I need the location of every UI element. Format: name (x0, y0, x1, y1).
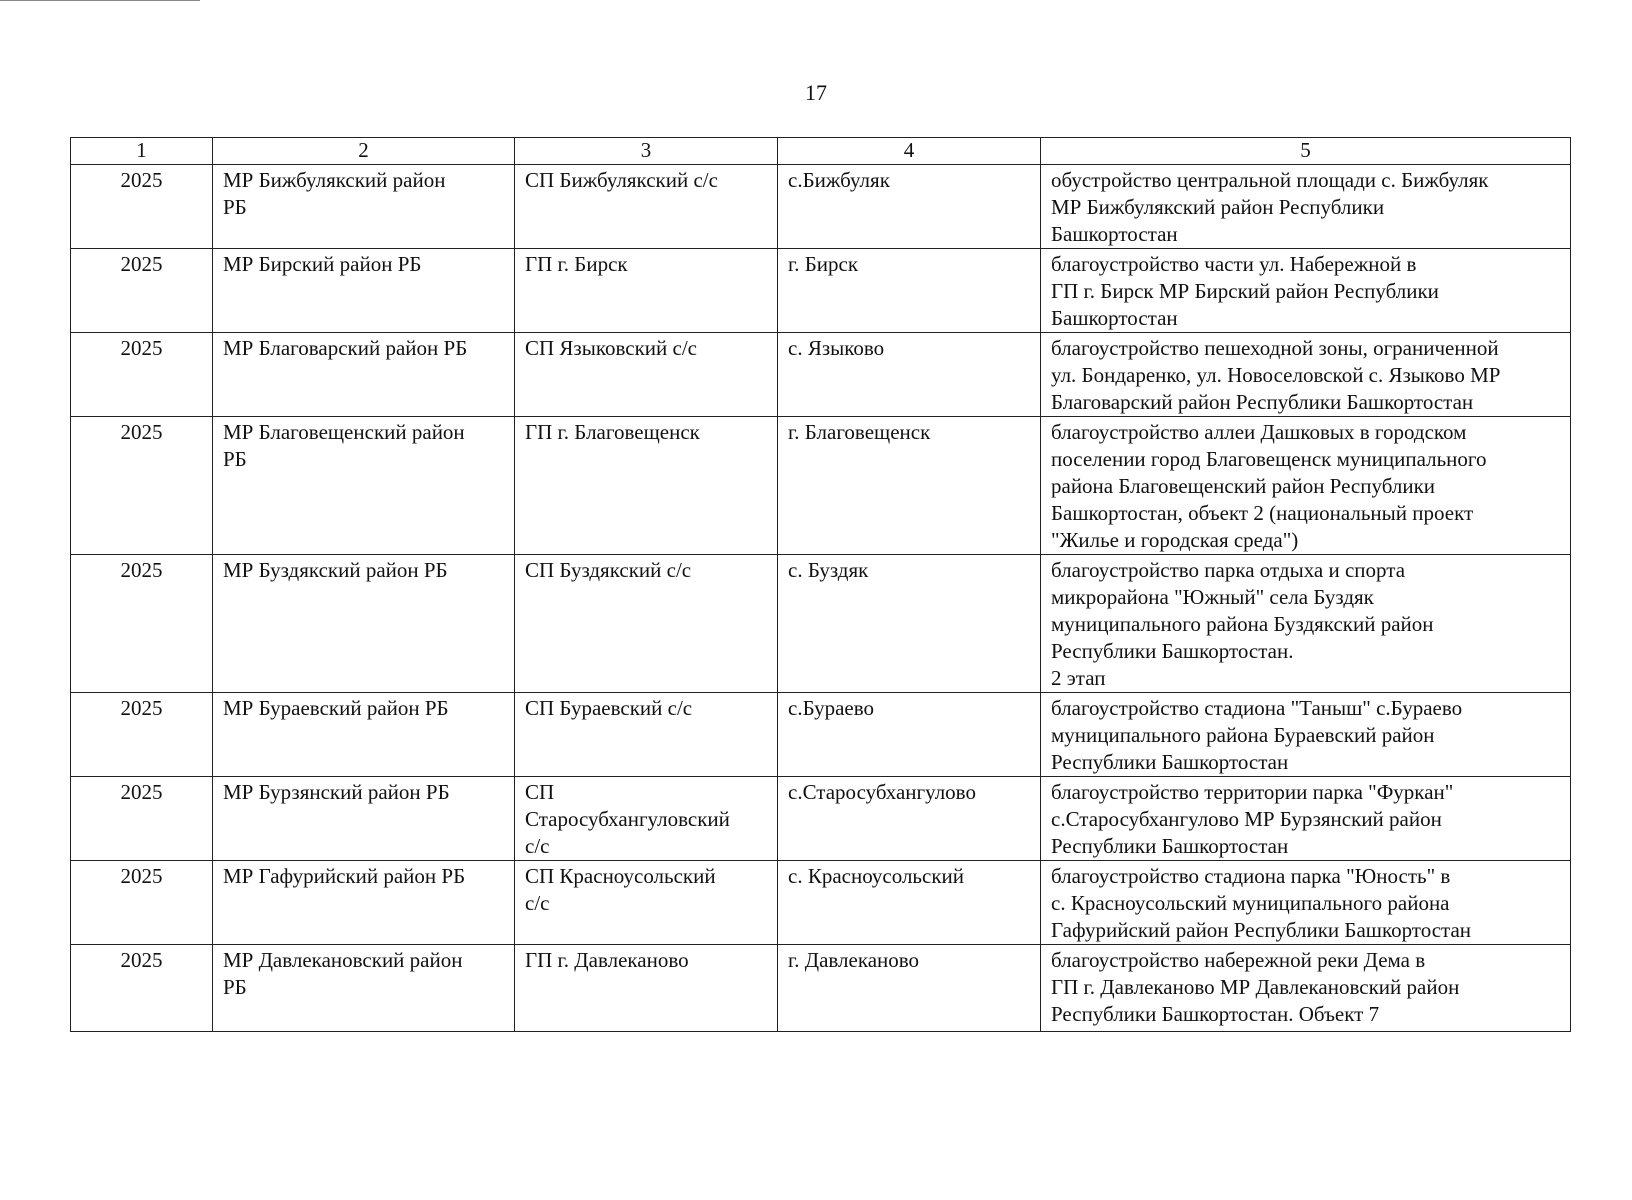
cell-district: МР Благовещенский район РБ (213, 417, 515, 555)
cell-settlement: СП Бижбулякский с/с (515, 165, 778, 249)
cell-year: 2025 (71, 945, 213, 1032)
table-row (71, 249, 1571, 333)
cell-year: 2025 (71, 861, 213, 945)
cell-year: 2025 (71, 417, 213, 555)
cell-locality: г. Давлеканово (778, 945, 1041, 1032)
cell-year: 2025 (71, 693, 213, 777)
cell-description: благоустройство парка отдыха и спорта микрорайона "Южный" села Буздяк муниципального района Буздякский район Республики Башкортостан. 2 этап (1041, 555, 1571, 693)
scan-edge-line (0, 0, 200, 1)
cell-year: 2025 (71, 555, 213, 693)
column-header-1: 1 (71, 138, 213, 165)
cell-settlement: ГП г. Благовещенск (515, 417, 778, 555)
table-row (71, 417, 1571, 555)
table-row (71, 555, 1571, 693)
cell-description: благоустройство аллеи Дашковых в городском поселении город Благовещенск муниципального района Благовещенский район Республики Башкортостан, объект 2 (национальный проект "Жилье и городская среда") (1041, 417, 1571, 555)
cell-locality: с. Красноусольский (778, 861, 1041, 945)
projects-table (70, 137, 1571, 1032)
table-row (71, 861, 1571, 945)
table-row (71, 165, 1571, 249)
cell-locality: с.Бижбуляк (778, 165, 1041, 249)
cell-locality: с. Языково (778, 333, 1041, 417)
cell-description: обустройство центральной площади с. Бижбуляк МР Бижбулякский район Республики Башкортостан (1041, 165, 1571, 249)
cell-description: благоустройство стадиона парка "Юность" в с. Красноусольский муниципального района Гафурийский район Республики Башкортостан (1041, 861, 1571, 945)
cell-settlement: СП Старосубхангуловский с/с (515, 777, 778, 861)
cell-year: 2025 (71, 777, 213, 861)
cell-district: МР Буздякский район РБ (213, 555, 515, 693)
table-body (71, 138, 1571, 1032)
cell-settlement: ГП г. Бирск (515, 249, 778, 333)
cell-locality: с. Буздяк (778, 555, 1041, 693)
cell-district: МР Благоварский район РБ (213, 333, 515, 417)
cell-locality: г. Бирск (778, 249, 1041, 333)
table-row (71, 945, 1571, 1032)
cell-locality: г. Благовещенск (778, 417, 1041, 555)
cell-district: МР Гафурийский район РБ (213, 861, 515, 945)
cell-district: МР Бижбулякский район РБ (213, 165, 515, 249)
cell-description: благоустройство набережной реки Дема в ГП г. Давлеканово МР Давлекановский район Республики Башкортостан. Объект 7 (1041, 945, 1571, 1032)
table-row (71, 777, 1571, 861)
cell-district: МР Бирский район РБ (213, 249, 515, 333)
column-header-5: 5 (1041, 138, 1571, 165)
cell-description: благоустройство стадиона "Таныш" с.Бураево муниципального района Бураевский район Республики Башкортостан (1041, 693, 1571, 777)
column-header-2: 2 (213, 138, 515, 165)
cell-settlement: СП Языковский с/с (515, 333, 778, 417)
cell-year: 2025 (71, 333, 213, 417)
cell-locality: с.Старосубхангулово (778, 777, 1041, 861)
column-header-3: 3 (515, 138, 778, 165)
cell-year: 2025 (71, 165, 213, 249)
cell-settlement: ГП г. Давлеканово (515, 945, 778, 1032)
cell-settlement: СП Красноусольский с/с (515, 861, 778, 945)
cell-description: благоустройство пешеходной зоны, ограниченной ул. Бондаренко, ул. Новоселовской с. Языково МР Благоварский район Республики Башкортостан (1041, 333, 1571, 417)
table-row (71, 693, 1571, 777)
cell-district: МР Бураевский район РБ (213, 693, 515, 777)
cell-description: благоустройство территории парка "Фуркан" с.Старосубхангулово МР Бурзянский район Республики Башкортостан (1041, 777, 1571, 861)
cell-description: благоустройство части ул. Набережной в ГП г. Бирск МР Бирский район Республики Башкортостан (1041, 249, 1571, 333)
cell-settlement: СП Буздякский с/с (515, 555, 778, 693)
cell-district: МР Давлекановский район РБ (213, 945, 515, 1032)
page-number: 17 (805, 80, 827, 105)
cell-locality: с.Бураево (778, 693, 1041, 777)
table-row (71, 333, 1571, 417)
cell-year: 2025 (71, 249, 213, 333)
column-header-4: 4 (778, 138, 1041, 165)
cell-district: МР Бурзянский район РБ (213, 777, 515, 861)
cell-settlement: СП Бураевский с/с (515, 693, 778, 777)
table-header-row (71, 138, 1571, 165)
